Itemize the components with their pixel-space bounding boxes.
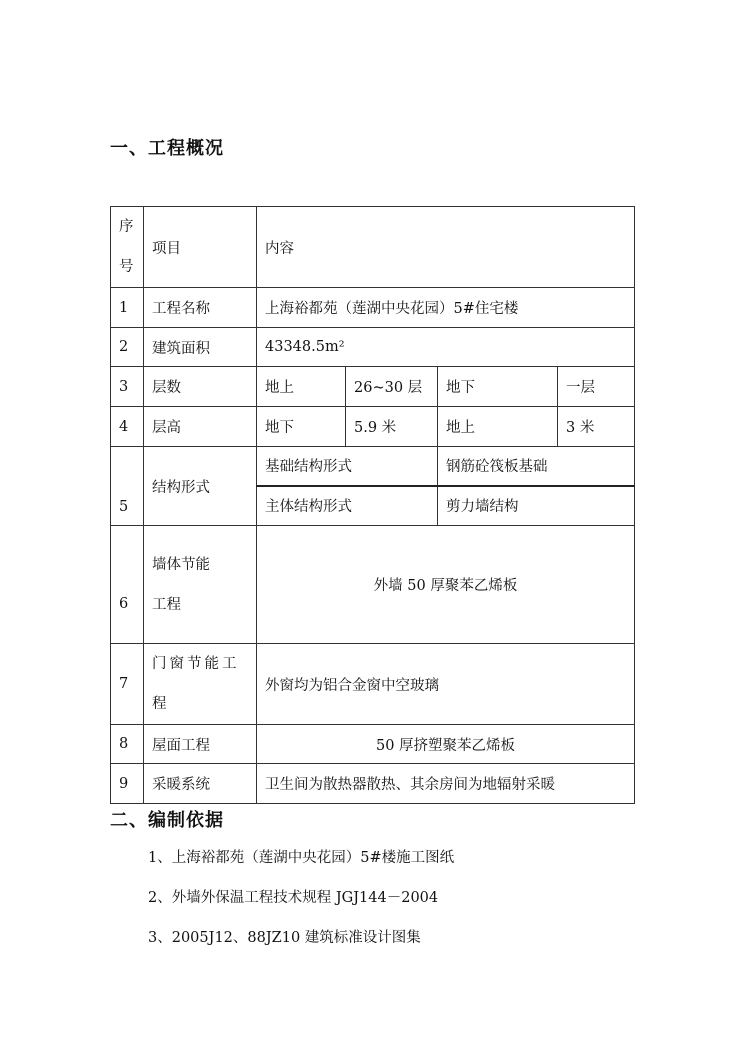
table-row [111, 725, 635, 764]
header-num-a: 序 [119, 219, 134, 235]
row-content: 外墙 50 厚聚苯乙烯板 [257, 526, 635, 644]
height-below-value: 5.9 米 [346, 407, 438, 447]
table-row [111, 644, 635, 725]
floors-below-value: 一层 [558, 367, 635, 407]
foundation-structure-value: 钢筋砼筏板基础 [438, 447, 635, 486]
row-item: 结构形式 [144, 447, 257, 526]
floors-above-value: 26~30 层 [346, 367, 438, 407]
row-num: 5 [111, 447, 144, 526]
reference-item: 1、上海裕都苑（莲湖中央花园）5#楼施工图纸 [148, 850, 455, 866]
header-content-cell: 内容 [257, 207, 635, 288]
table-row [111, 407, 635, 447]
section-heading-overview: 一、工程概况 [110, 138, 224, 159]
row-item: 采暖系统 [144, 764, 257, 804]
table-row [111, 288, 635, 328]
height-above-label: 地上 [438, 407, 558, 447]
row-num: 4 [111, 407, 144, 447]
row-num: 2 [111, 328, 144, 367]
project-overview-table [110, 206, 635, 804]
row-content: 外窗均为铝合金窗中空玻璃 [257, 644, 635, 725]
floors-below-label: 地下 [438, 367, 558, 407]
table-row [111, 526, 635, 644]
foundation-structure-label: 基础结构形式 [257, 447, 438, 486]
row-item-line-a: 墙体节能 [152, 556, 210, 573]
height-below-label: 地下 [257, 407, 346, 447]
row-item [144, 526, 257, 644]
row-num: 6 [111, 526, 144, 644]
header-num-b: 号 [119, 259, 134, 275]
row-item: 层数 [144, 367, 257, 407]
row-item: 工程名称 [144, 288, 257, 328]
main-structure-label: 主体结构形式 [257, 486, 438, 526]
reference-item: 2、外墙外保温工程技术规程 JGJ144－2004 [148, 890, 439, 906]
row-item-line-b: 工程 [152, 596, 181, 613]
section-heading-basis: 二、编制依据 [110, 810, 224, 831]
table-row [111, 447, 635, 486]
header-item-cell: 项目 [144, 207, 257, 288]
row-item: 屋面工程 [144, 725, 257, 764]
table-row [111, 328, 635, 367]
row-num: 3 [111, 367, 144, 407]
table-row [111, 764, 635, 804]
floors-above-label: 地上 [257, 367, 346, 407]
header-num-cell [111, 207, 144, 288]
row-item [144, 644, 257, 725]
table-header-row [111, 207, 635, 288]
row-num: 7 [111, 644, 144, 725]
row-num: 8 [111, 725, 144, 764]
reference-item: 3、2005J12、88JZ10 建筑标准设计图集 [148, 930, 421, 946]
row-content: 卫生间为散热器散热、其余房间为地辐射采暖 [257, 764, 635, 804]
row-item-line-b: 程 [152, 696, 167, 712]
row-num: 9 [111, 764, 144, 804]
row-item-line-a: 门窗节能工 [152, 656, 240, 672]
table-row [111, 367, 635, 407]
row-item: 层高 [144, 407, 257, 447]
row-content: 上海裕都苑（莲湖中央花园）5#住宅楼 [257, 288, 635, 328]
row-content: 50 厚挤塑聚苯乙烯板 [257, 725, 635, 764]
main-structure-value: 剪力墙结构 [438, 486, 635, 526]
row-item: 建筑面积 [144, 328, 257, 367]
row-num: 1 [111, 288, 144, 328]
row-content: 43348.5m² [257, 328, 635, 367]
height-above-value: 3 米 [558, 407, 635, 447]
